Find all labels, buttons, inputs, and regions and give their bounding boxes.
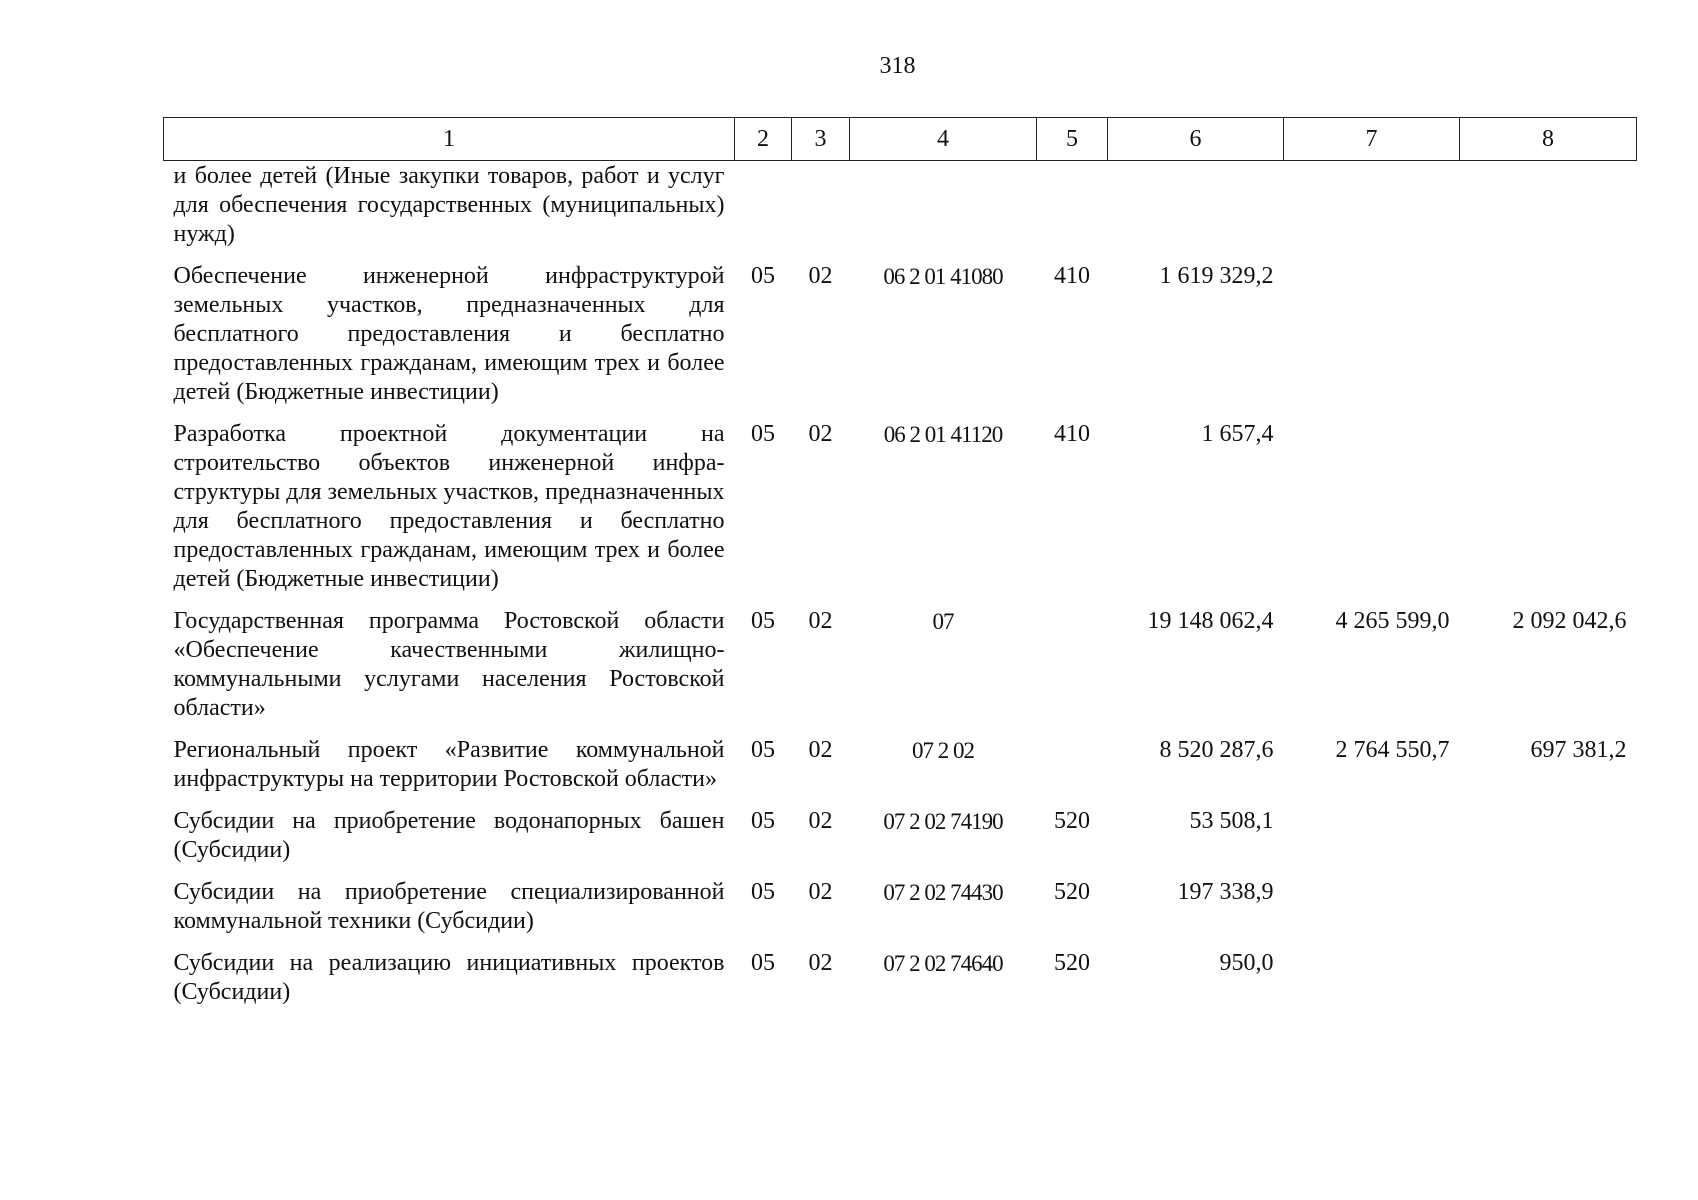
table-row [164,736,1637,807]
cell-col-4: 07 2 02 74640 [883,951,1003,976]
cell-col-8 [1460,262,1637,420]
cell-col-7 [1284,262,1460,420]
column-header-1: 1 [164,118,735,161]
cell-col-6: 197 338,9 [1177,879,1274,905]
cell-col-2 [735,161,792,263]
cell-col-5: 410 [1054,421,1090,447]
cell-col-4: 07 2 02 74430 [883,880,1003,905]
table-row [164,161,1637,263]
column-header-3: 3 [792,118,850,161]
cell-col-2: 05 [751,421,775,447]
cell-col-8 [1460,161,1637,263]
column-header-6: 6 [1108,118,1284,161]
cell-col-6: 53 508,1 [1189,808,1274,834]
cell-col-2: 05 [751,808,775,834]
cell-col-3 [792,161,850,263]
cell-col-2: 05 [751,879,775,905]
cell-col-5 [1037,607,1108,736]
cell-col-8 [1460,420,1637,607]
cell-col-5 [1037,736,1108,807]
row-name: Субсидии на приобретение водонапорных башен (Субсидии) [173,808,725,863]
cell-col-6: 1 657,4 [1201,421,1274,447]
row-name: Региональный проект «Развитие коммунальной инфраструктуры на территории Ростовской области» [173,737,725,792]
cell-col-5: 520 [1054,879,1090,905]
column-header-2: 2 [735,118,792,161]
table-row [164,878,1637,949]
cell-col-3: 02 [808,879,833,905]
cell-col-8: 697 381,2 [1530,737,1627,763]
cell-col-3: 02 [808,950,833,976]
table-row [164,807,1637,878]
cell-col-6: 8 520 287,6 [1159,737,1274,763]
cell-col-6 [1108,161,1284,263]
cell-col-8 [1460,949,1637,1020]
cell-col-3: 02 [808,737,833,763]
table-row [164,607,1637,736]
cell-col-2: 05 [751,950,775,976]
table-row [164,949,1637,1020]
cell-col-7: 4 265 599,0 [1335,608,1450,634]
cell-col-3: 02 [808,608,833,634]
cell-col-6: 19 148 062,4 [1147,608,1274,634]
cell-col-4: 07 [932,609,954,634]
cell-col-2: 05 [751,608,775,634]
cell-col-3: 02 [808,263,833,289]
table-row [164,420,1637,607]
table-row [164,262,1637,420]
cell-col-7 [1284,949,1460,1020]
row-name: Обеспечение инженерной инфраструктурой земельных участков, предназначенных для бесплатного предоставления и бесплатно предоставленных гражданам, имеющим трех и более детей (Бюджетные инвестиции) [173,263,725,405]
cell-col-4: 06 2 01 41080 [883,264,1003,289]
cell-col-4: 07 2 02 74190 [883,809,1003,834]
cell-col-7 [1284,420,1460,607]
row-name: Субсидии на реализацию инициативных проектов (Субсидии) [173,950,725,1005]
header-row [164,118,1637,161]
cell-col-8: 2 092 042,6 [1512,608,1627,634]
cell-col-4: 06 2 01 41120 [883,422,1003,447]
cell-col-4: 07 2 02 [912,738,974,763]
column-header-8: 8 [1460,118,1637,161]
row-name: Государственная программа Ростовской области «Обеспечение качественными жилищно-коммунальными услугами населения Ростовской области» [173,608,725,721]
row-name: Субсидии на приобретение специализированной коммунальной техники (Субсидии) [173,879,725,934]
page-number: 318 [879,53,916,79]
cell-col-5 [1037,161,1108,263]
cell-col-7 [1284,878,1460,949]
cell-col-7 [1284,807,1460,878]
row-name: Разработка проектной документации на строительство объектов инженерной инфраструктуры для земельных участков, предназначенных для бесплатного предоставления и бесплатно предоставленных гражданам, имеющим трех и более детей (Бюджетные инвестиции) [173,421,725,592]
cell-col-4 [850,161,1037,263]
cell-col-3: 02 [808,808,833,834]
cell-col-8 [1460,807,1637,878]
cell-col-7: 2 764 550,7 [1335,737,1450,763]
row-name: и более детей (Иные закупки товаров, работ и услуг для обеспечения государственных (муниципальных) нужд) [173,163,725,247]
cell-col-6: 1 619 329,2 [1159,263,1274,289]
column-header-5: 5 [1037,118,1108,161]
cell-col-5: 410 [1054,263,1090,289]
cell-col-5: 520 [1054,950,1090,976]
cell-col-7 [1284,161,1460,263]
cell-col-8 [1460,878,1637,949]
cell-col-3: 02 [808,421,833,447]
budget-table [163,117,1637,1020]
cell-col-2: 05 [751,737,775,763]
column-header-7: 7 [1284,118,1460,161]
column-header-4: 4 [850,118,1037,161]
cell-col-6: 950,0 [1219,950,1274,976]
cell-col-2: 05 [751,263,775,289]
cell-col-5: 520 [1054,808,1090,834]
